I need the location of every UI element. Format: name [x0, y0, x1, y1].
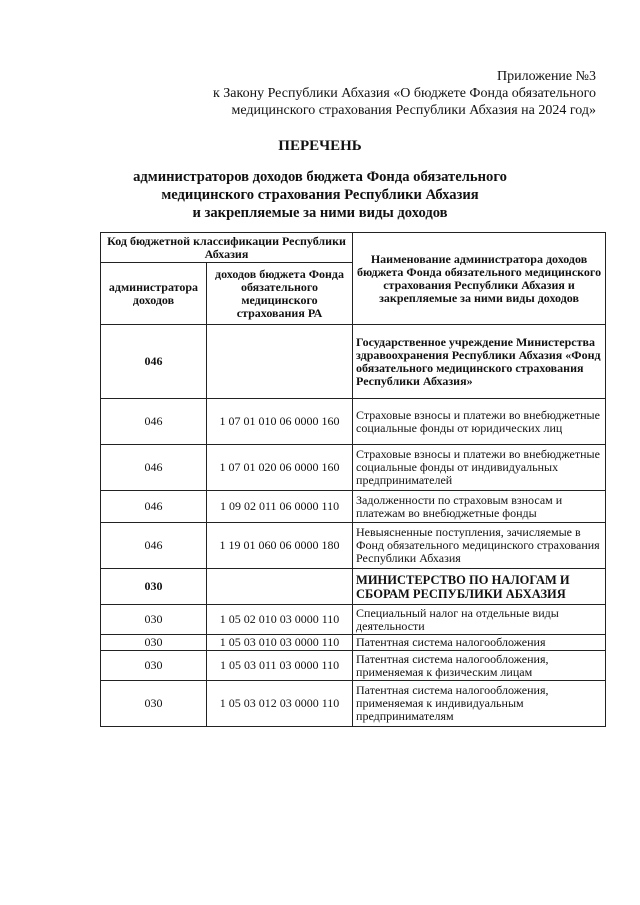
- description-cell: Патентная система налогообложения: [353, 635, 606, 651]
- revenue-code-cell: 1 05 03 011 03 0000 110: [207, 651, 353, 681]
- appendix-law-line-2: медицинского страхования Республики Абхазия на 2024 год»: [231, 103, 596, 118]
- revenue-code-cell: 1 05 02 010 03 0000 110: [207, 605, 353, 635]
- revenue-code-cell: 1 19 01 060 06 0000 180: [207, 523, 353, 569]
- description-cell: Страховые взносы и платежи во внебюджетные социальные фонды от юридических лиц: [353, 399, 606, 445]
- table-row: [101, 445, 606, 491]
- subtitle-line-1: администраторов доходов бюджета Фонда обязательного: [133, 169, 507, 185]
- revenue-code-cell: 1 07 01 020 06 0000 160: [207, 445, 353, 491]
- table-row: [101, 569, 606, 605]
- description-cell: Задолженности по страховым взносам и платежам во внебюджетные фонды: [353, 491, 606, 523]
- subtitle-line-3: и закрепляемые за ними виды доходов: [192, 205, 448, 221]
- admin-code-cell: 030: [101, 569, 207, 605]
- administrators-table: [100, 232, 606, 727]
- document-subtitle: [0, 168, 640, 222]
- appendix-header: [213, 68, 596, 119]
- document-title: ПЕРЕЧЕНЬ: [278, 138, 362, 154]
- description-cell: Страховые взносы и платежи во внебюджетные социальные фонды от индивидуальных предпринимателей: [353, 445, 606, 491]
- description-cell: МИНИСТЕРСТВО ПО НАЛОГАМ И СБОРАМ РЕСПУБЛИКИ АБХАЗИЯ: [353, 569, 606, 605]
- table-row: [101, 681, 606, 727]
- table-row: [101, 399, 606, 445]
- admin-code-cell: 046: [101, 399, 207, 445]
- revenue-code-cell: [207, 569, 353, 605]
- table-row: [101, 605, 606, 635]
- admin-code-cell: 046: [101, 523, 207, 569]
- header-administrator-name: Наименование администратора доходов бюджета Фонда обязательного медицинского страхования Республики Абхазия и закрепляемые за ними виды доходов: [353, 233, 606, 325]
- admin-code-cell: 030: [101, 635, 207, 651]
- description-cell: Патентная система налогообложения, применяемая к индивидуальным предпринимателям: [353, 681, 606, 727]
- revenue-code-cell: 1 07 01 010 06 0000 160: [207, 399, 353, 445]
- revenue-code-cell: [207, 325, 353, 399]
- admin-code-cell: 046: [101, 491, 207, 523]
- admin-code-cell: 030: [101, 681, 207, 727]
- admin-code-cell: 046: [101, 325, 207, 399]
- table-row: [101, 491, 606, 523]
- admin-code-cell: 046: [101, 445, 207, 491]
- revenue-code-cell: 1 05 03 012 03 0000 110: [207, 681, 353, 727]
- header-budget-classification: Код бюджетной классификации Республики Абхазия: [101, 233, 353, 263]
- revenue-code-cell: 1 09 02 011 06 0000 110: [207, 491, 353, 523]
- revenue-code-cell: 1 05 03 010 03 0000 110: [207, 635, 353, 651]
- subtitle-line-2: медицинского страхования Республики Абхазия: [161, 187, 479, 203]
- description-cell: Патентная система налогообложения, применяемая к физическим лицам: [353, 651, 606, 681]
- admin-code-cell: 030: [101, 605, 207, 635]
- admin-code-cell: 030: [101, 651, 207, 681]
- table-row: [101, 635, 606, 651]
- appendix-law-line-1: к Закону Республики Абхазия «О бюджете Фонда обязательного: [212, 86, 596, 101]
- description-cell: Невыясненные поступления, зачисляемые в Фонд обязательного медицинского страхования Республики Абхазия: [353, 523, 606, 569]
- description-cell: Специальный налог на отдельные виды деятельности: [353, 605, 606, 635]
- table-row: [101, 523, 606, 569]
- table-row: [101, 651, 606, 681]
- description-cell: Государственное учреждение Министерства здравоохранения Республики Абхазия «Фонд обязательного медицинского страхования Республики Абхазия»: [353, 325, 606, 399]
- header-administrator-code: администратора доходов: [101, 263, 207, 325]
- header-revenue-code: доходов бюджета Фонда обязательного медицинского страхования РА: [207, 263, 353, 325]
- appendix-number: Приложение №3: [497, 69, 596, 84]
- table-row: [101, 325, 606, 399]
